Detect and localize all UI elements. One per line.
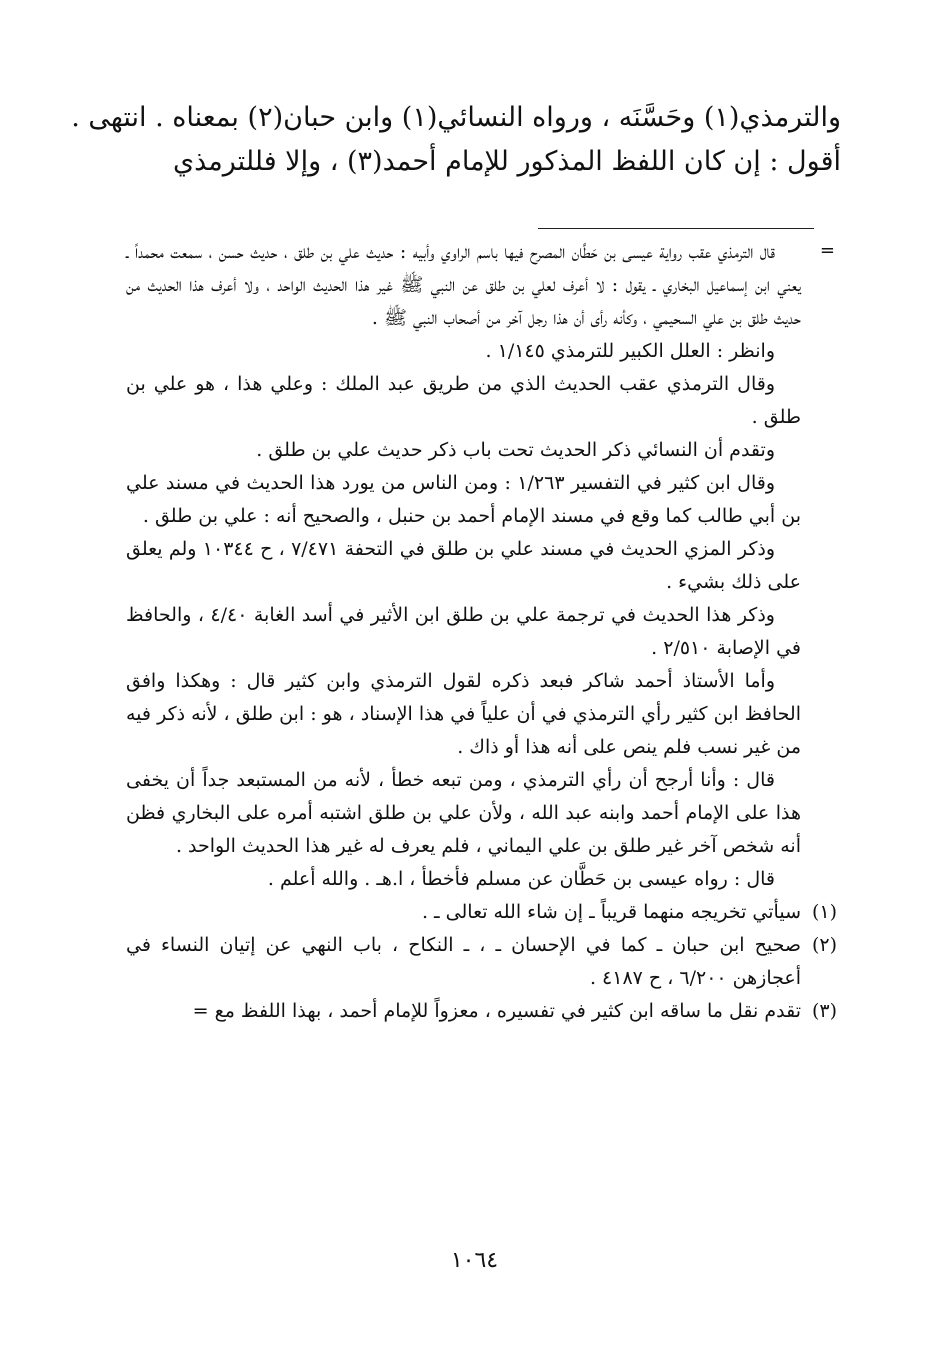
footnote-paragraph: وذكر المزي الحديث في مسند علي بن طلق في التحفة ٧/٤٧١ ، ح ١٠٣٤٤ ولم يعلق على ذلك بشيء . xyxy=(126,538,801,593)
continued-footnote xyxy=(126,236,837,896)
footnote-paragraph: قال : رواه عيسى بن حَطَّان عن مسلم فأخطأ ، ا.هـ . والله أعلم . xyxy=(267,868,775,890)
footnote-item-1 xyxy=(126,896,837,929)
footnote-item-2 xyxy=(126,929,837,995)
footnote-paragraph: قال : وأنا أرجح أن رأي الترمذي ، ومن تبعه خطأ ، لأنه من المستبعد جداً أن يخفى هذا على الإمام أحمد وابنه عبد الله ، ولأن علي بن طلق اشتبه أمره على البخاري فظن أنه شخص آخر غير طلق بن علي اليماني ، فلم يعرف له غير هذا الحديث الواحد . xyxy=(126,769,801,857)
footnote-text: تقدم نقل ما ساقه ابن كثير في تفسيره ، معزواً للإمام أحمد ، بهذا اللفظ مع = xyxy=(192,1000,801,1022)
footnote-number: (١) xyxy=(811,901,837,923)
main-text-line-1: والترمذي(١) وحَسَّنَه ، ورواه النسائي(١) وابن حبان(٢) بمعناه . انتهى . xyxy=(71,102,841,133)
page-number: ١٠٦٤ xyxy=(450,1248,499,1273)
footnote-paragraph: وانظر : العلل الكبير للترمذي ١/١٤٥ . xyxy=(485,340,775,362)
footnotes-section xyxy=(126,236,837,1028)
footnote-item-3 xyxy=(126,995,837,1028)
footnote-paragraph: وذكر هذا الحديث في ترجمة علي بن طلق ابن الأثير في أسد الغابة ٤/٤٠ ، والحافظ في الإصابة ٢/٥١٠ . xyxy=(126,604,801,659)
main-text xyxy=(71,96,841,184)
footnote-paragraph: قال الترمذي عقب رواية عيسى بن حَطَّان المصرح فيها باسم الراوي وأبيه : حديث علي بن طلق ، حديث حسن ، سمعت محمداً ـ يعني ابن إسماعيل البخاري ـ يقول : لا أعرف لعلي بن طلق عن النبي ﷺ غير هذا الحديث الواحد ، ولا أعرف هذا الحديث من حديث طلق بن علي السحيمي ، وكأنه رأى أن هذا رجل آخر من أصحاب النبي ﷺ . xyxy=(126,241,801,329)
footnote-continuation-mark: = xyxy=(819,240,835,261)
footnote-number: (٢) xyxy=(811,934,837,956)
footnote-paragraph: وأما الأستاذ أحمد شاكر فبعد ذكره لقول الترمذي وابن كثير قال : وهكذا وافق الحافظ ابن كثير رأي الترمذي في أن علياً في هذا الإسناد ، هو : ابن طلق ، لأنه ذكر فيه من غير نسب فلم ينص على أنه هذا أو ذاك . xyxy=(126,670,801,758)
footnote-number: (٣) xyxy=(811,1000,837,1022)
footnote-paragraph: وقال الترمذي عقب الحديث الذي من طريق عبد الملك : وعلي هذا ، هو علي بن طلق . xyxy=(126,373,801,428)
footnote-text: صحيح ابن حبان ـ كما في الإحسان ـ ، ـ النكاح ، باب النهي عن إتيان النساء في أعجازهن ٦/٢٠٠ ، ح ٤١٨٧ . xyxy=(126,934,802,989)
main-text-line-2: أقول : إن كان اللفظ المذكور للإمام أحمد(٣) ، وإلا فللترمذي xyxy=(173,146,841,177)
footnote-paragraph: وتقدم أن النسائي ذكر الحديث تحت باب ذكر حديث علي بن طلق . xyxy=(256,439,775,461)
footnote-separator xyxy=(538,228,814,229)
footnote-paragraph: وقال ابن كثير في التفسير ١/٢٦٣ : ومن الناس من يورد هذا الحديث في مسند علي بن أبي طالب كما وقع في مسند الإمام أحمد بن حنبل ، والصحيح أنه : علي بن طلق . xyxy=(126,472,801,527)
footnote-text: سيأتي تخريجه منهما قريباً ـ إن شاء الله تعالى ـ . xyxy=(421,901,801,923)
